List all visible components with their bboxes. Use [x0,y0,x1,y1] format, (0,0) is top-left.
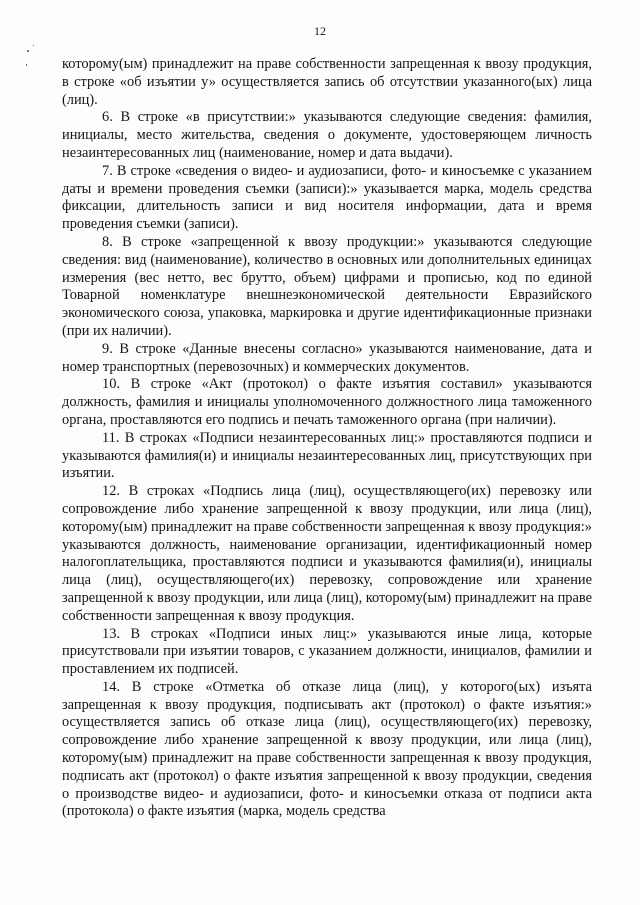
document-body [62,56,592,821]
paragraph-13: 13. В строках «Подписи иных лиц:» указываются иные лица, которые присутствовали при изъятии товаров, с указанием должности, инициалов, фамилии и проставлением их подписей. [62,625,592,678]
paragraph-10: 10. В строке «Акт (протокол) о факте изъятия составил» указываются должность, фамилия и инициалы уполномоченного должностного лица таможенного органа, проставляются его подпись и печать таможенного органа (при наличии). [62,376,592,428]
paragraph-7: 7. В строке «сведения о видео- и аудиозаписи, фото- и киносъемке с указанием даты и времени проведения съемки (записи):» указывается марка, модель средства фиксации, длительность записи и вид носителя информации, дата и время проведения съемки (записи). [62,162,592,233]
paragraph-9: 9. В строке «Данные внесены согласно» указываются наименование, дата и номер транспортных (перевозочных) и коммерческих документов. [62,340,592,375]
paragraph-14: 14. В строке «Отметка об отказе лица (лиц), у которого(ых) изъята запрещенная к ввозу продукция, подписывать акт (протокол) о факте изъятия:» осуществляется запись об отказе лица (лиц), осуществляющего(их) перевозку, сопровождение либо хранение запрещенной к ввозу продукции, или лица (лиц), которому(ым) принадлежит на праве собственности запрещенная к ввозу продукция, подписать акт (протокол) о факте изъятия запрещенной к ввозу продукции, сведения о производстве видео- и аудиозаписи, фото- и киносъемки отказа от подписи акта (протокола) о факте изъятия (марка, модель средства [62,678,592,820]
paragraph-8: 8. В строке «запрещенной к ввозу продукции:» указываются следующие сведения: вид (наименование), количество в основных или дополнительных единицах измерения (вес нетто, вес брутто, объем) цифрами и прописью, код по единой Товарной номенклатуре внешнеэкономической деятельности Евразийского экономического союза, упаковка, маркировка и другие идентификационные признаки (при их наличии). [62,233,592,339]
paragraph-12: 12. В строках «Подпись лица (лиц), осуществляющего(их) перевозку или сопровождение либо хранение запрещенной к ввозу продукции, или лица (лиц), которому(ым) принадлежит на праве собственности запрещенная к ввозу продукция:» указываются должность, наименование организации, идентификационный номер налогоплательщика, проставляются подписи и указываются фамилия(и), инициалы лица (лиц), осуществляющего(их) перевозку, сопровождение или хранение запрещенной к ввозу продукции, или лица (лиц), которому(ым) принадлежит на праве собственности запрещенная к ввозу продукция. [62,483,592,624]
page-number: 12 [314,24,326,38]
scan-speck [33,45,34,46]
scan-speck [26,64,27,66]
paragraph-6: 6. В строке «в присутствии:» указываются следующие сведения: фамилия, инициалы, место жительства, сведения о документе, удостоверяющем личность незаинтересованных лиц (наименование, номер и дата выдачи). [62,109,592,161]
scan-speck [27,50,29,52]
paragraph-11: 11. В строках «Подписи незаинтересованных лиц:» проставляются подписи и указываются фамилия(и) и инициалы незаинтересованных лиц, присутствующих при изъятии. [62,429,592,482]
paragraph-continuation: которому(ым) принадлежит на праве собственности запрещенная к ввозу продукция, в строке «об изъятии у» осуществляется запись об отсутствии указанного(ых) лица (лиц). [62,56,592,108]
